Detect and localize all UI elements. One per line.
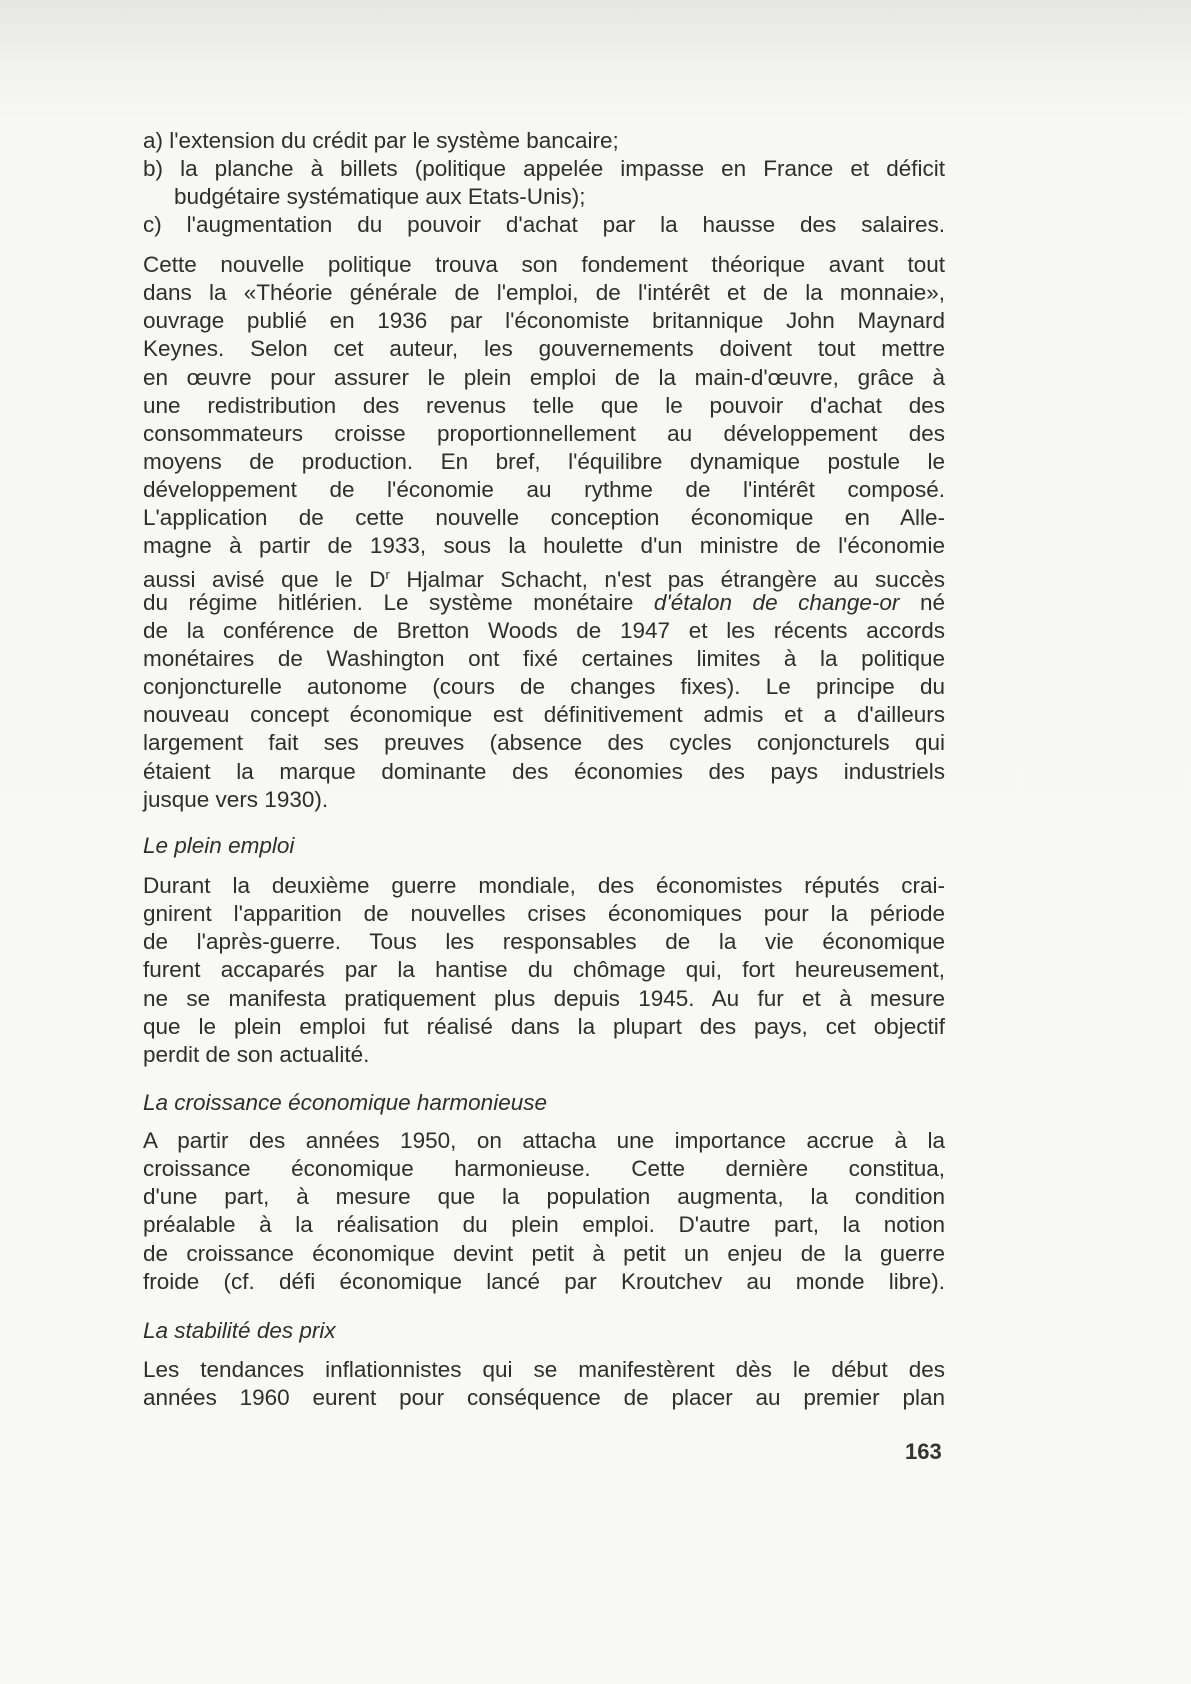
text-line: croissance économique harmonieuse. Cette dernière constitua,: [143, 1156, 945, 1182]
text-line: conjoncturelle autonome (cours de changes fixes). Le principe du: [143, 674, 945, 700]
text-line: [143, 561, 945, 592]
text-line: nouveau concept économique est définitivement admis et a d'ailleurs: [143, 702, 945, 728]
paragraph-plein-emploi: [143, 872, 945, 1069]
text-line: largement fait ses preuves (absence des cycles conjoncturels qui: [143, 730, 945, 756]
text-line: A partir des années 1950, on attacha une importance accrue à la: [143, 1128, 945, 1153]
text-segment: aussi avisé que le D: [143, 566, 386, 592]
text-line: en œuvre pour assurer le plein emploi de la main-d'œuvre, grâce à: [143, 364, 945, 390]
text-line: gnirent l'apparition de nouvelles crises économiques pour la période: [143, 901, 945, 927]
paragraph-stabilite-prix: [143, 1356, 945, 1412]
text-line: dans la «Théorie générale de l'emploi, de l'intérêt et de la monnaie»,: [143, 280, 945, 306]
text-line: froide (cf. défi économique lancé par Kroutchev au monde libre).: [143, 1268, 945, 1294]
text-line: de l'après-guerre. Tous les responsables de la vie économique: [143, 929, 945, 955]
text-segment: du régime hitlérien. Le système monétaire: [143, 589, 654, 615]
text-line: L'application de cette nouvelle conception économique en Alle-: [143, 505, 945, 531]
text-line: a) l'extension du crédit par le système bancaire;: [143, 128, 619, 153]
text-line: Cette nouvelle politique trouva son fondement théorique avant tout: [143, 252, 945, 277]
paragraph-croissance: [143, 1127, 945, 1296]
section-heading-plein-emploi: Le plein emploi: [143, 833, 295, 858]
section-heading-stabilite-prix: La stabilité des prix: [143, 1318, 336, 1343]
paragraph-keynes: [143, 251, 945, 814]
text-line: monétaires de Washington ont fixé certaines limites à la politique: [143, 645, 945, 671]
text-segment: né: [899, 589, 945, 615]
text-line: de croissance économique devint petit à petit un enjeu de la guerre: [143, 1240, 945, 1266]
text-line: jusque vers 1930).: [143, 786, 329, 812]
text-line: budgétaire systématique aux Etats-Unis);: [174, 184, 586, 210]
text-line: ouvrage publié en 1936 par l'économiste britannique John Maynard: [143, 308, 945, 334]
text-line: [143, 589, 945, 617]
enumerated-list: [143, 127, 945, 240]
page-number: 163: [905, 1439, 942, 1464]
text-line: Keynes. Selon cet auteur, les gouvernements doivent tout mettre: [143, 336, 945, 362]
text-line: magne à partir de 1933, sous la houlette d'un ministre de l'économie: [143, 533, 945, 559]
text-line: étaient la marque dominante des économies des pays industriels: [143, 758, 945, 784]
text-line: d'une part, à mesure que la population augmenta, la condition: [143, 1184, 945, 1210]
superscript: r: [385, 566, 390, 582]
section-heading-croissance: La croissance économique harmonieuse: [143, 1090, 547, 1115]
text-line: Les tendances inflationnistes qui se manifestèrent dès le début des: [143, 1357, 945, 1382]
text-line: que le plein emploi fut réalisé dans la plupart des pays, cet objectif: [143, 1013, 945, 1039]
text-line: c) l'augmentation du pouvoir d'achat par la hausse des salaires.: [143, 212, 945, 238]
text-line: développement de l'économie au rythme de l'intérêt composé.: [143, 477, 945, 503]
text-line: une redistribution des revenus telle que le pouvoir d'achat des: [143, 392, 945, 418]
text-line: moyens de production. En bref, l'équilibre dynamique postule le: [143, 448, 945, 474]
text-line: Durant la deuxième guerre mondiale, des économistes réputés crai-: [143, 873, 945, 898]
text-line: consommateurs croisse proportionnellement au développement des: [143, 420, 945, 446]
text-segment: Hjalmar Schacht, n'est pas étrangère au succès: [389, 566, 945, 592]
text-line: années 1960 eurent pour conséquence de placer au premier plan: [143, 1385, 945, 1411]
text-line: b) la planche à billets (politique appelée impasse en France et déficit: [143, 156, 945, 182]
italic-term: d'étalon de change-or: [653, 589, 900, 615]
text-line: préalable à la réalisation du plein emploi. D'autre part, la notion: [143, 1212, 945, 1238]
text-line: perdit de son actualité.: [143, 1041, 370, 1067]
text-line: furent accaparés par la hantise du chômage qui, fort heureusement,: [143, 957, 945, 983]
text-line: de la conférence de Bretton Woods de 1947 et les récents accords: [143, 617, 945, 643]
text-line: ne se manifesta pratiquement plus depuis 1945. Au fur et à mesure: [143, 985, 945, 1011]
